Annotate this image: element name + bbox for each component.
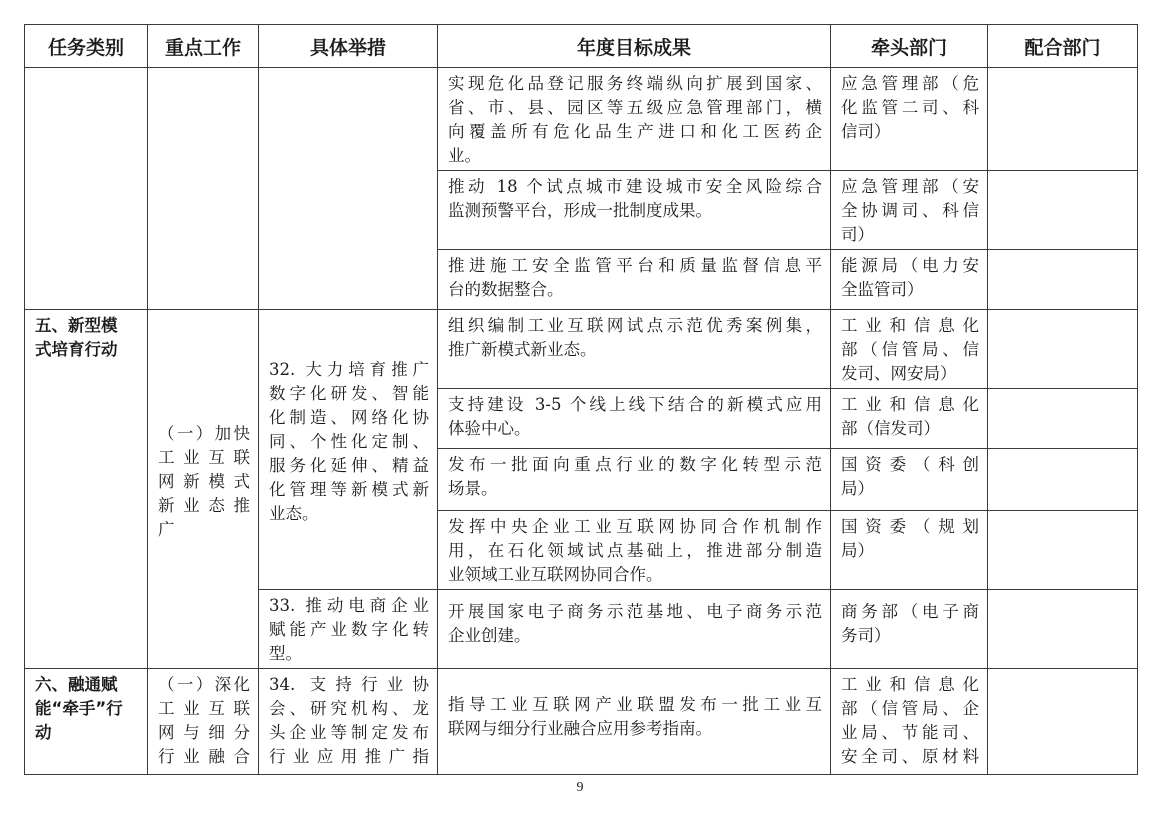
- page-number: 9: [576, 780, 584, 795]
- key-work-cell: （一）深化 工业互联 网与细分 行业融合: [148, 669, 259, 775]
- lead-department-cell: 应急管理部（安 全协调司、科信 司）: [831, 171, 988, 250]
- key-work-cell: （一）加快 工业互联 网新模式 新业态推 广: [148, 310, 259, 669]
- target-cell: 支持建设 3-5 个线上线下结合的新模式应用 体验中心。: [438, 389, 831, 449]
- header-row: [25, 25, 1138, 68]
- target-cell: 组织编制工业互联网试点示范优秀案例集， 推广新模式新业态。: [438, 310, 831, 389]
- target-cell: 指导工业互联网产业联盟发布一批工业互 联网与细分行业融合应用参考指南。: [438, 669, 831, 775]
- lead-department-cell: 工业和信息化 部（信发司）: [831, 389, 988, 449]
- lead-department-cell: 商务部（电子商 务司）: [831, 590, 988, 669]
- table-row: [25, 310, 1138, 389]
- measure-cell: 34. 支持行业协 会、研究机构、龙 头企业等制定发布 行业应用推广指: [259, 669, 438, 775]
- measure-cell: 32. 大力培育推广 数字化研发、智能 化制造、网络化协 同、个性化定制、 服务化延伸、精益 化管理等新模式新 业态。: [259, 310, 438, 590]
- cooperating-department-cell: [988, 68, 1138, 171]
- target-cell: 开展国家电子商务示范基地、电子商务示范 企业创建。: [438, 590, 831, 669]
- target-cell: 推动 18 个试点城市建设城市安全风险综合 监测预警平台，形成一批制度成果。: [438, 171, 831, 250]
- cooperating-department-cell: [988, 250, 1138, 310]
- lead-department-cell: 工业和信息化 部（信管局、信 发司、网安局）: [831, 310, 988, 389]
- task-category-cell: 六、融通赋 能“牵手”行 动: [25, 669, 148, 775]
- cooperating-department-cell: [988, 669, 1138, 775]
- lead-department-cell: 国资委（规划 局）: [831, 511, 988, 590]
- key-work-cell: [148, 68, 259, 310]
- target-cell: 发挥中央企业工业互联网协同合作机制作 用，在石化领域试点基础上，推进部分制造 业领域工业互联网协同合作。: [438, 511, 831, 590]
- header-cooperating-department: 配合部门: [988, 25, 1138, 68]
- measure-cell: 33. 推动电商企业 赋能产业数字化转 型。: [259, 590, 438, 669]
- cooperating-department-cell: [988, 389, 1138, 449]
- task-table: [24, 24, 1138, 775]
- lead-department-cell: 应急管理部（危 化监管二司、科 信司）: [831, 68, 988, 171]
- lead-department-cell: 能源局（电力安 全监管司）: [831, 250, 988, 310]
- lead-department-cell: 工业和信息化 部（信管局、企 业局、节能司、 安全司、原材料: [831, 669, 988, 775]
- header-annual-target: 年度目标成果: [438, 25, 831, 68]
- table-row: [25, 68, 1138, 171]
- lead-department-cell: 国资委（科创 局）: [831, 449, 988, 511]
- table-row: [25, 669, 1138, 775]
- header-key-work: 重点工作: [148, 25, 259, 68]
- measure-cell: [259, 68, 438, 310]
- cooperating-department-cell: [988, 171, 1138, 250]
- header-measures: 具体举措: [259, 25, 438, 68]
- cooperating-department-cell: [988, 590, 1138, 669]
- target-cell: 实现危化品登记服务终端纵向扩展到国家、 省、市、县、园区等五级应急管理部门，横 向覆盖所有危化品生产进口和化工医药企 业。: [438, 68, 831, 171]
- cooperating-department-cell: [988, 310, 1138, 389]
- task-category-cell: 五、新型模 式培育行动: [25, 310, 148, 669]
- header-lead-department: 牵头部门: [831, 25, 988, 68]
- header-task-category: 任务类别: [25, 25, 148, 68]
- target-cell: 发布一批面向重点行业的数字化转型示范 场景。: [438, 449, 831, 511]
- cooperating-department-cell: [988, 511, 1138, 590]
- task-category-cell: [25, 68, 148, 310]
- target-cell: 推进施工安全监管平台和质量监督信息平 台的数据整合。: [438, 250, 831, 310]
- cooperating-department-cell: [988, 449, 1138, 511]
